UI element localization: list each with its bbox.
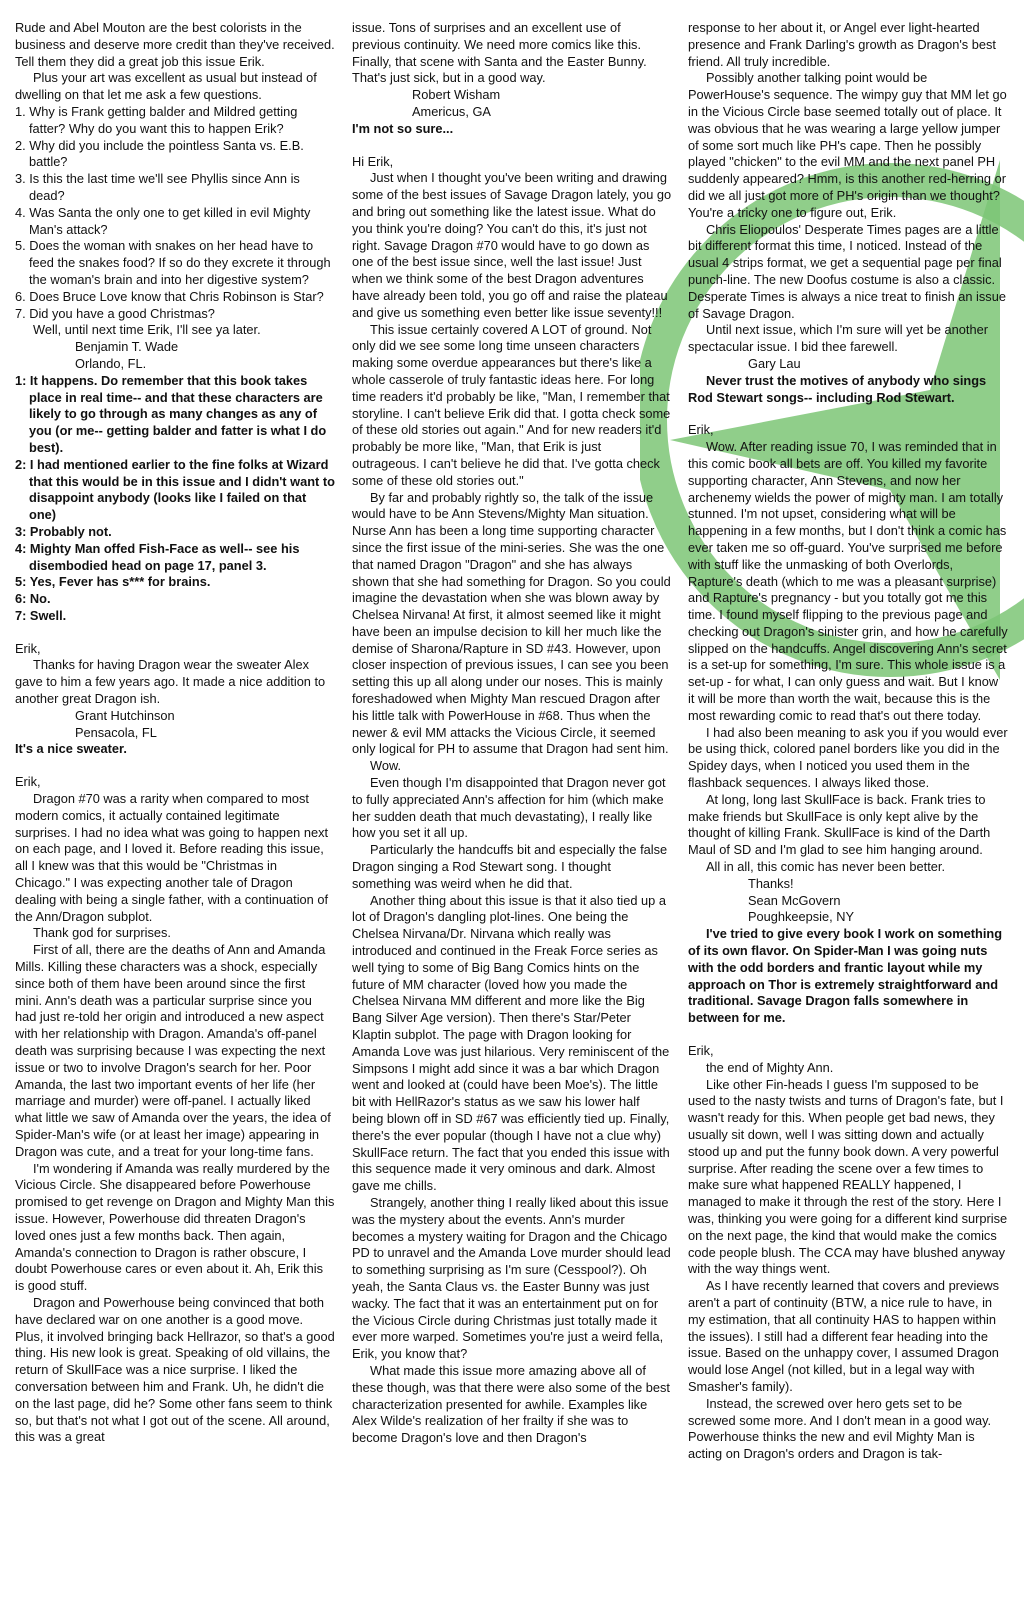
letter-text: By far and probably rightly so, the talk of the issue would have to be Ann Stevens/Mighty Man situation. Nurse Ann has been a long time supporting character since the first issue of the mini-series. She was the one that named Dragon "Dragon" and she has always shown that she had something for Dragon. So you could imagine the devastation when she was blown away by Chelsea Nirvana! At first, it almost seemed like it might have been an impulse decision to kill her much like the demise of Sharona/Rapture in SD #43. However, upon closer inspection of previous issues, I can see you been setting this up all along under our noses. This is mainly foreshadowed when Mighty Man rescued Dragon after his little talk with PowerHouse in #68. Thus when the newer & evil MM attacks the Vicious Circle, it seemed only logical for PH to assume that Dragon had sent him. — [352, 489, 671, 757]
signature-location: Orlando, FL. — [75, 355, 147, 371]
letter-text: I'm wondering if Amanda was really murdered by the Vicious Circle. She disappeared before Powerhouse promised to get revenge on Dragon and Mighty Man this issue. However, Powerhouse did threaten Dragon's loved ones just a few months back. Then again, Amanda's connection to Dragon is rather obscure, I doubt Powerhouse cares or even about it. Ah, Erik this is good stuff. — [15, 1160, 335, 1294]
question-item: 6. Does Bruce Love know that Chris Robinson is Star? — [15, 288, 324, 304]
reply-item: 3: Probably not. — [15, 523, 112, 539]
signature-name: Sean McGovern — [748, 892, 841, 908]
column-3 — [688, 20, 1008, 1463]
letter-text: Plus your art was excellent as usual but instead of dwelling on that let me ask a few questions. — [15, 70, 317, 103]
salutation: Erik, — [688, 422, 714, 438]
reply-item: 1: It happens. Do remember that this book takes place in real time-- and that these characters are likely to go through as many changes as any of you (or me-- getting balder and fatter is what I do best). — [15, 372, 327, 455]
question-item: 4. Was Santa the only one to get killed in evil Mighty Man's attack? — [15, 204, 311, 237]
letter-text: Rude and Abel Mouton are the best colorists in the business and deserve more credit than they've received. Tell them they did a great job this issue Erik. — [15, 20, 335, 69]
letter-text: response to her about it, or Angel ever light-hearted presence and Frank Darling's growth as Dragon's best friend. All truly incredible. — [688, 20, 996, 69]
reply-list — [15, 373, 335, 625]
editor-reply: Never trust the motives of anybody who sings Rod Stewart songs-- including Rod Stewart. — [688, 372, 987, 405]
letter-text: Particularly the handcuffs bit and especially the false Dragon singing a Rod Stewart song. I thought something was weird when he did that. — [352, 842, 668, 891]
letter-text: Strangely, another thing I really liked about this issue was the mystery about the events. Ann's murder becomes a mystery waiting for Dragon and the Chicago PD to unravel and the Amanda Love murder should lead to something surprising as I'm sure (Cesspool?). Oh yeah, the Santa Claus vs. the Easter Bunny was just wacky. The fact that it was an entertainment put on for the Vicious Circle during Christmas just totally made it ever more warped. Sometimes you're just a weird fella, Erik, you know that? — [352, 1194, 671, 1362]
salutation: Erik, — [688, 1043, 714, 1059]
question-item: 3. Is this the last time we'll see Phyllis since Ann is dead? — [15, 171, 300, 203]
question-item: 5. Does the woman with snakes on her head have to feed the snakes food? If so do they excrete it through the woman's brain and into her digestive system? — [15, 238, 331, 287]
question-list — [15, 104, 335, 322]
column-2 — [352, 20, 672, 1447]
question-item: 1. Why is Frank getting balder and Mildred getting fatter? Why do you want this to happen Erik? — [15, 103, 298, 136]
letter-text: Possibly another talking point would be PowerHouse's sequence. The wimpy guy that MM let go in the Vicious Circle base seemed totally out of place. It was obvious that he was wearing a large yellow jumper of some sort much like PH's cape. Then he possibly played "chicken" to the evil MM and the next panel PH suddenly appeared? Hmm, is this another red-herring or did we all just got more of PH's origin than we thought? You're a tricky one to figure out, Erik. — [688, 70, 1007, 220]
letter-text: Another thing about this issue is that it also tied up a lot of Dragon's dangling plot-lines. One being the Chelsea Nirvana/Dr. Nirvana which really was introduced and continued in the Freak Force series as well tying to some of Big Bang Comics hints on the future of MM character (loved how you made the Chelsea Nirvana MM different and more like the Big Bang Silver Age version). Then there's Star/Peter Klaptin subplot. The page with Dragon looking for Amanda Love was just hilarious. Very reminiscent of the Simpsons I might add since it was a bar which Dragon went and looked at (could have been Moe's). The little bit with HellRazor's status as we saw his lower half being blown off in SD #67 was efficiently tied up. Finally, there's the ever popular (though I have not a clue why) SkullFace return. The fact that you ended this issue with this sequence made it very ominous and dark. Almost gave me chills. — [352, 892, 670, 1194]
letter-text: Just when I thought you've been writing and drawing some of the best issues of Savage Dragon lately, you go and bring out something like the latest issue. What do you think you're doing? You can't do this, it's just not right. Savage Dragon #70 would have to go down as one of the best issue since, well the last issue! Just when we think some of the best Dragon adventures have already been told, you go off and raise the plateau and give us something even better like issue seventy!!! — [352, 170, 672, 320]
salutation: Hi Erik, — [352, 153, 394, 169]
letter-text: As I have recently learned that covers and previews aren't a part of continuity (BTW, a nice rule to have, in my estimation, that all continuity HAS to happen within the issues). I still had a different fear heading into the issue. Based on the unhappy cover, I assumed Dragon would lose Angel (not killed, but in a legal way with Smasher's family). — [688, 1278, 1000, 1394]
letter-text: Like other Fin-heads I guess I'm supposed to be used to the nasty twists and turns of Dragon's fate, but I wasn't ready for this. When people get bad news, they usually sit down, well I was sitting down and actually stood up and put the funny book down. A very powerful surprise. After reading the scene over a few times to make sure what happened REALLY happened, I managed to make it through the rest of the story. Here I was, thinking you were going for a different kind surprise on the next page, the kind that would make the comics code people blush. The CCA may have blushed anyway with the way things went. — [688, 1076, 1008, 1277]
letter-text: Well, until next time Erik, I'll see ya later. — [33, 322, 261, 338]
signature-location: Americus, GA — [412, 103, 491, 119]
letter-text: Chris Eliopoulos' Desperate Times pages are a little bit different format this time, I noticed. Instead of the usual 4 strips format, we get a sequential page per final punch-line. The new Doofus costume is also a classic. Desperate Times is always a nice treat to finish an issue of Savage Dragon. — [688, 221, 1006, 321]
letter-text: This issue certainly covered A LOT of ground. Not only did we see some long time unseen characters making some overdue appearances but there's like a whole casserole of truly fantastic ideas here. For long time readers it'd probably be like, "Man, I remember that storyline. I can't believe Erik did that. I gotta check some of these old stories out again." And for new readers it'd probably be more like, "Man, that Erik is just outrageous. I can't believe he did that. I've gotta check some of these old stories out." — [352, 321, 671, 488]
reply-item: 5: Yes, Fever has s*** for brains. — [15, 574, 211, 590]
letter-text: Even though I'm disappointed that Dragon never got to fully appreciated Ann's affection for him (which make her sudden death that much devastating), I really like how you set it all up. — [352, 775, 666, 841]
editor-reply: I'm not so sure... — [352, 120, 454, 136]
letter-text: What made this issue more amazing above all of these though, was that there were also some of the best characterization presented for awhile. Examples like Alex Wilde's realization of her frailty if she was to become Dragon's love and then Dragon's — [352, 1362, 670, 1446]
signature-closing: Thanks! — [748, 875, 794, 891]
letter-text: All in all, this comic has never been better. — [706, 859, 945, 875]
letter-text: Instead, the screwed over hero gets set to be screwed some more. And I don't mean in a good way. Powerhouse thinks the new and evil Mighty Man is acting on Dragon's orders and Dragon is tak- — [688, 1395, 992, 1462]
letter-text: the end of Mighty Ann. — [706, 1059, 834, 1075]
letter-text: Thanks for having Dragon wear the sweater Alex gave to him a few years ago. It made a nice addition to another great Dragon ish. — [15, 657, 326, 707]
reply-item: 7: Swell. — [15, 607, 67, 623]
column-1 — [15, 20, 335, 1446]
letter-text: At long, long last SkullFace is back. Frank tries to make friends but SkullFace is only kept alive by the thought of killing Frank. SkullFace is kind of the Darth Maul of SD and I'm glad to see him hanging around. — [688, 791, 991, 858]
salutation: Erik, — [15, 774, 41, 790]
question-item: 2. Why did you include the pointless Santa vs. E.B. battle? — [15, 137, 304, 170]
letter-text: Wow. — [370, 758, 402, 774]
signature-name: Robert Wisham — [412, 87, 501, 103]
question-item: 7. Did you have a good Christmas? — [15, 305, 215, 321]
letter-text: Until next issue, which I'm sure will yet be another spectacular issue. I bid thee farewell. — [688, 322, 988, 355]
editor-reply: I've tried to give every book I work on something of its own flavor. On Spider-Man I was going nuts with the odd borders and frantic layout while my approach on Thor is extremely straightforward and traditional. Savage Dragon falls somewhere in between for me. — [688, 926, 1003, 1026]
signature-name: Gary Lau — [748, 355, 801, 371]
reply-item: 6: No. — [15, 591, 51, 607]
letter-text: Thank god for surprises. — [33, 925, 171, 941]
salutation: Erik, — [15, 640, 41, 656]
reply-item: 2: I had mentioned earlier to the fine folks at Wizard that this would be in this issue and I didn't want to disappoint anybody (looks like I failed on that one) — [15, 456, 335, 523]
signature-location: Poughkeepsie, NY — [748, 909, 854, 925]
letter-text: issue. Tons of surprises and an excellent use of previous continuity. We need more comics like this. Finally, that scene with Santa and the Easter Bunny. That's just sick, but in a good way. — [352, 20, 647, 86]
signature-name: Grant Hutchinson — [75, 707, 175, 723]
signature-name: Benjamin T. Wade — [75, 339, 179, 355]
editor-reply: It's a nice sweater. — [15, 741, 127, 757]
letter-text: Wow. After reading issue 70, I was reminded that in this comic book all bets are off. You killed my favorite supporting character, Ann Stevens, and now her archenemy wields the power of mighty man. I am totally stunned. I'm not upset, considering what will be happening in a few months, but I don't think a comic has ever taken me so off-guard. You've surprised me before with stuff like the unmasking of both Overlords, Rapture's death (which to me was a pleasant surprise) and Rapture's pregnancy - but you totally got me this time. I found myself flipping to the previous page and checking out Dragon's sinister grin, and how he carefully slipped on the handcuffs. Angel discovering Ann's secret is a set-up for something, I'm sure. This whole issue is a set-up - for what, I can only guess and wait. But I know it will be more than worth the wait, because this is the most rewarding comic to read that's out there today. — [688, 439, 1008, 723]
letter-text: Dragon #70 was a rarity when compared to most modern comics, it actually contained legitimate surprises. I had no idea what was going to happen next on each page, and I loved it. Before reading this issue, all I knew was that this would be "Christmas in Chicago." I was expecting another tale of Dragon dealing with being a single father, with a continuation of the Ann/Dragon subplot. — [15, 791, 329, 924]
reply-item: 4: Mighty Man offed Fish-Face as well-- see his disembodied head on page 17, panel 3. — [15, 540, 300, 573]
letter-text: Dragon and Powerhouse being convinced that both have declared war on one another is a good move. Plus, it involved bringing back Hellrazor, so that's a good thing. His new look is great. Speaking of old villains, the return of SkullFace was a nice surprise. I liked the conversation between him and Frank. Uh, he didn't die on the last page, did he? Some other fans seem to think so, but that's not what I got out of the scene. All around, this was a great — [15, 1294, 335, 1445]
letter-text: First of all, there are the deaths of Ann and Amanda Mills. Killing these characters was a shock, especially since both of them have been around since the first mini. Ann's death was a particular surprise since you had just re-told her origin and introduced a new aspect with her relationship with Dragon. Amanda's off-panel death was surprising because I was expecting the next issue or two to involve Dragon's search for her. Poor Amanda, the last two important events of her life (her marriage and murder) were off-panel. I actually liked what little we saw of Amanda over the years, the idea of Spider-Man's wife (or at least her image) appearing in Dragon was cute, and a treat for your long-time fans. — [15, 942, 331, 1159]
signature-location: Pensacola, FL — [75, 724, 157, 740]
letter-text: I had also been meaning to ask you if you would ever be using thick, colored panel borders like you did in the Spidey days, when I noticed you used them in the flashback sequences. I always liked those. — [688, 724, 1008, 791]
